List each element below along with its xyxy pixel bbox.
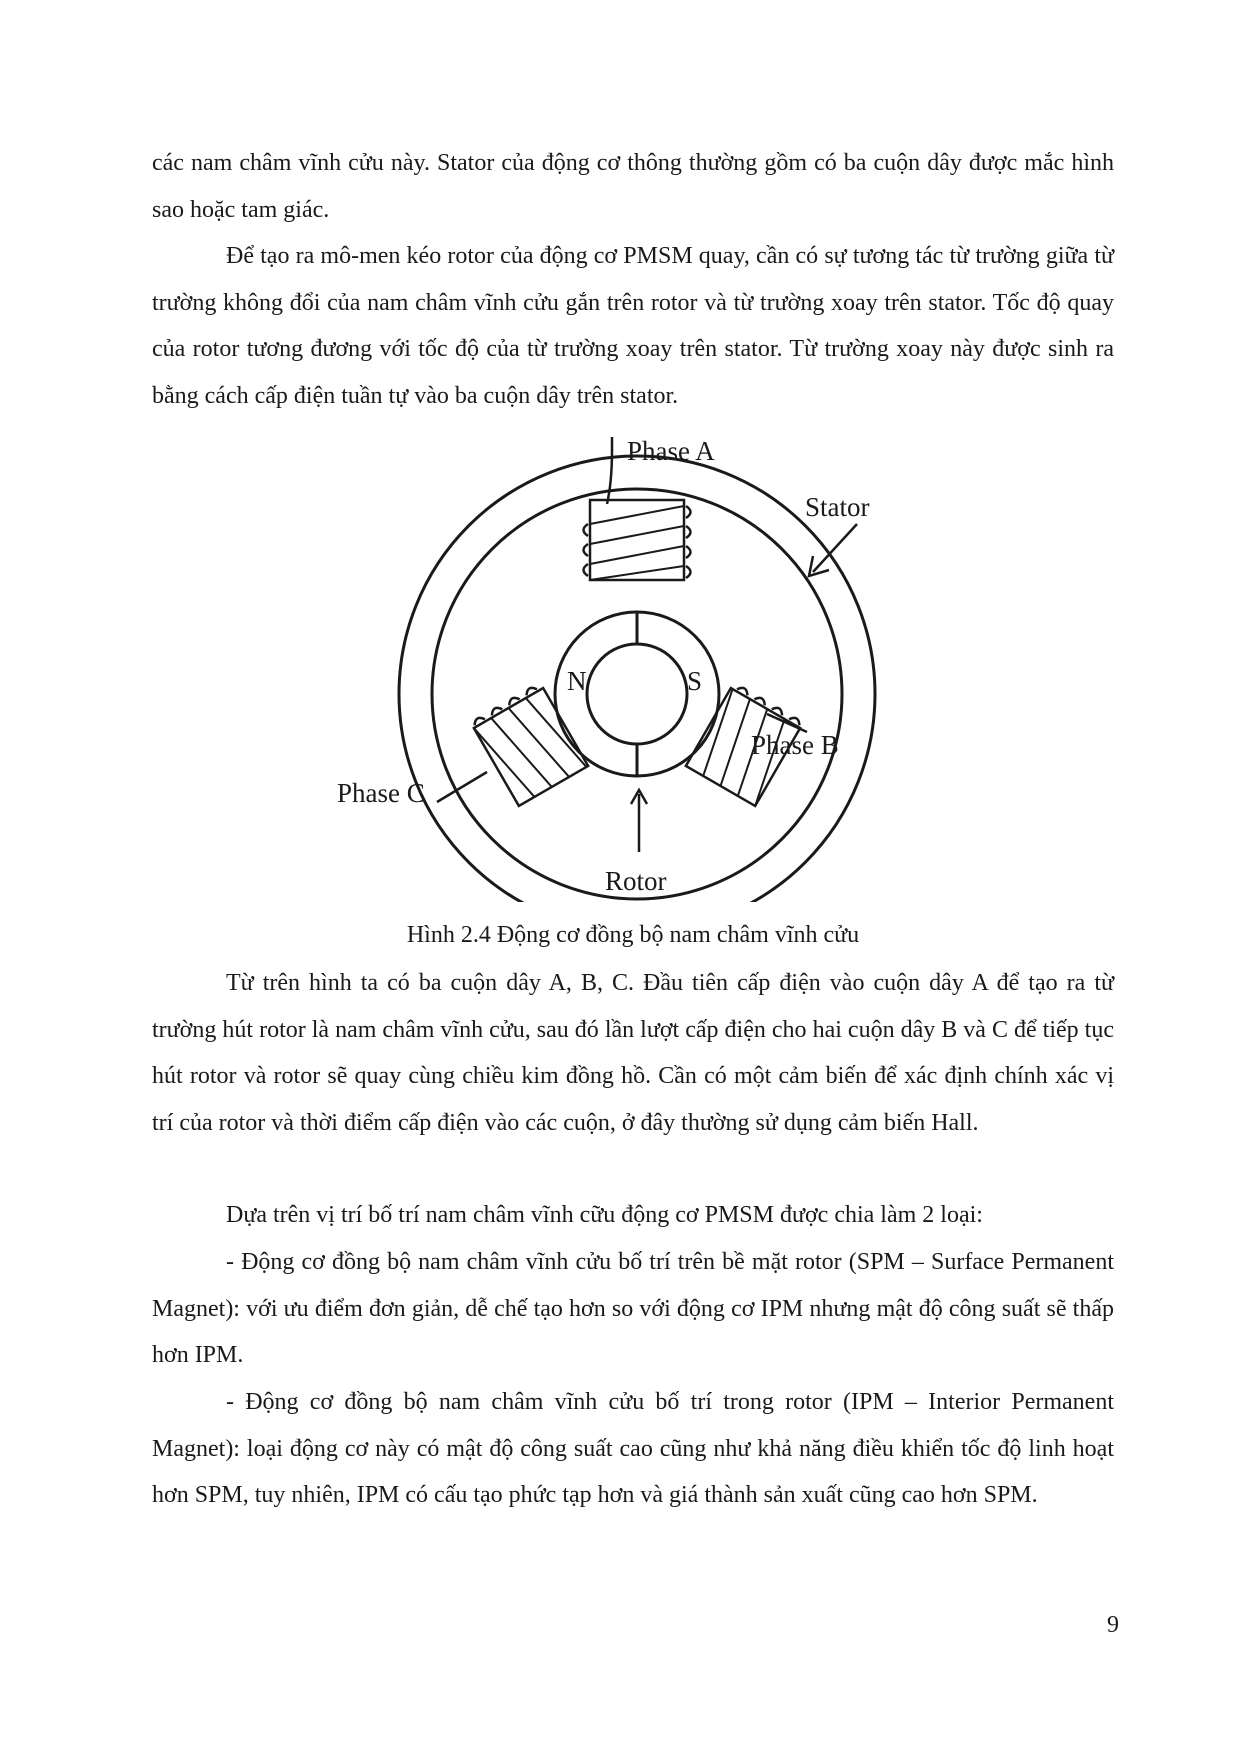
rotor-label: Rotor (605, 866, 667, 896)
figure-caption: Hình 2.4 Động cơ đồng bộ nam châm vĩnh cửu (406, 922, 860, 948)
paragraph-4: Dựa trên vị trí bố trí nam châm vĩnh cữu động cơ PMSM được chia làm 2 loại: (226, 1202, 983, 1228)
rotor-south-label: S (687, 666, 703, 696)
stator-outer-ring (399, 456, 875, 902)
stator-inner-ring (432, 489, 842, 899)
paragraph-5: - Động cơ đồng bộ nam châm vĩnh cửu bố trí trên bề mặt rotor (SPM – Surface Permanent Magnet): với ưu điểm đơn giản, dễ chế tạo hơn so với động cơ IPM nhưng mật độ công suất sẽ thấp hơn IPM. (152, 1249, 1114, 1368)
rotor-north-label: N (567, 666, 587, 696)
paragraph-2: Để tạo ra mô-men kéo rotor của động cơ PMSM quay, cần có sự tương tác từ trường giữa từ trường không đổi của nam châm vĩnh cửu gắn trên rotor và từ trường xoay trên stator. Tốc độ quay của rotor tương đương với tốc độ của từ trường xoay trên stator. Từ trường xoay này được sinh ra bằng cách cấp điện tuần tự vào ba cuộn dây trên stator. (152, 243, 1114, 409)
pmsm-motor-diagram (337, 432, 945, 902)
phase-c-lead (437, 772, 487, 802)
pmsm-motor-figure (337, 432, 945, 902)
phase-c-label: Phase C (337, 778, 425, 808)
stator-arrow-shaft (813, 524, 857, 572)
phase-b-label: Phase B (751, 730, 839, 760)
stator-label: Stator (805, 492, 870, 522)
paragraph-1: các nam châm vĩnh cửu này. Stator của động cơ thông thường gồm có ba cuộn dây được mắc hình sao hoặc tam giác. (152, 150, 1114, 223)
rotor-shaft-circle (587, 644, 687, 744)
paragraph-3: Từ trên hình ta có ba cuộn dây A, B, C. Đầu tiên cấp điện vào cuộn dây A để tạo ra từ trường hút rotor là nam châm vĩnh cửu, sau đó lần lượt cấp điện cho hai cuộn dây B và C để tiếp tục hút rotor và rotor sẽ quay cùng chiều kim đồng hồ. Cần có một cảm biến để xác định chính xác vị trí của rotor và thời điểm cấp điện vào các cuộn, ở đây thường sử dụng cảm biến Hall. (152, 970, 1114, 1136)
page-number: 9 (1107, 1612, 1119, 1638)
phase-a-label: Phase A (627, 436, 715, 466)
paragraph-6: - Động cơ đồng bộ nam châm vĩnh cửu bố trí trong rotor (IPM – Interior Permanent Magnet): loại động cơ này có mật độ công suất cao cũng như khả năng điều khiển tốc độ linh hoạt hơn SPM, tuy nhiên, IPM có cấu tạo phức tạp hơn và giá thành sản xuất cũng cao hơn SPM. (152, 1389, 1114, 1508)
